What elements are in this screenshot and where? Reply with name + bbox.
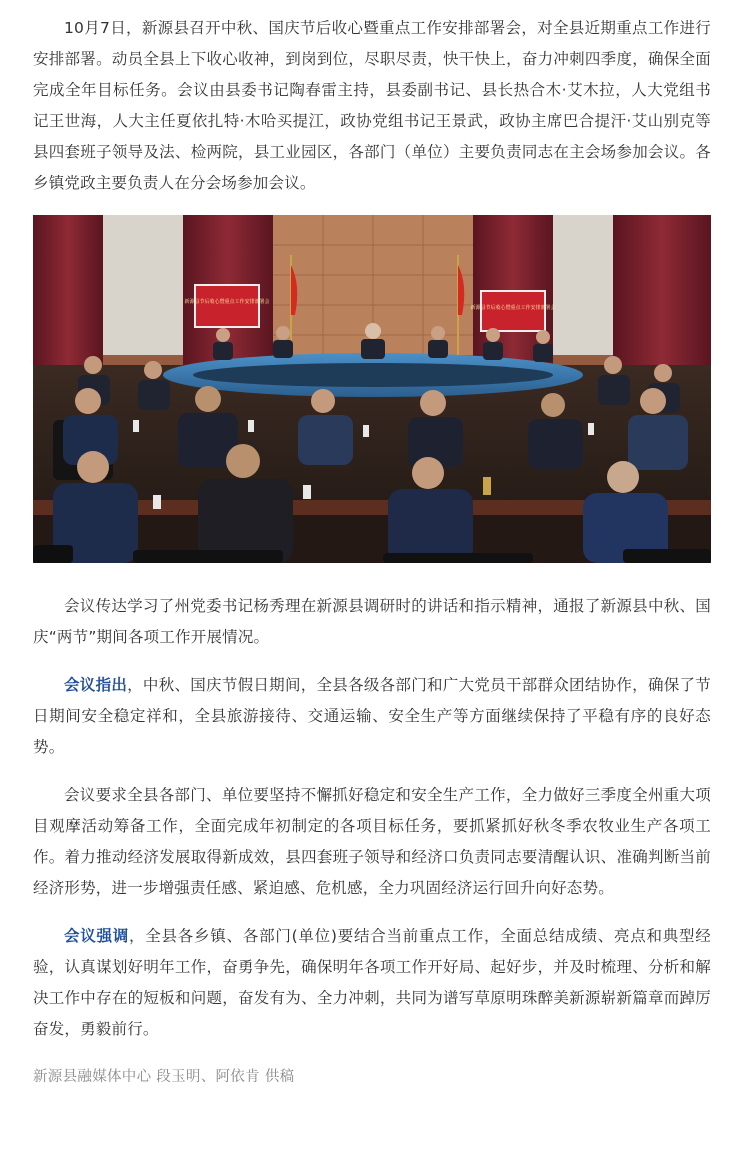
meeting-photo-illustration bbox=[33, 215, 711, 563]
screen-right-text: 新源县节后收心暨重点工作安排部署会 bbox=[470, 305, 556, 311]
paragraph-briefing: 会议传达学习了州党委书记杨秀理在新源县调研时的讲话和指示精神，通报了新源县中秋、国庆“两节”期间各项工作开展情况。 bbox=[33, 597, 711, 646]
screen-left-text: 新源县节后收心暨重点工作安排部署会 bbox=[184, 299, 270, 305]
paragraph-intro: 10月7日，新源县召开中秋、国庆节后收心暨重点工作安排部署会，对全县近期重点工作进行安排部署。动员全县上下收心收神，到岗到位，尽职尽责，快干快上，奋力冲刺四季度，确保全面完成全年目标任务。会议由县委书记陶春雷主持，县委副书记、县长热合木·艾木拉，人大党组书记王世海，人大主任夏依扎特·木哈买提江，政协党组书记王景武，政协主席巴合提汗·艾山别克等县四套班子领导及法、检两院，县工业园区，各部门（单位）主要负责同志在主会场参加会议。各乡镇党政主要负责人在分会场参加会议。 bbox=[33, 19, 711, 192]
meeting-photo bbox=[33, 215, 711, 563]
paragraph-emphasized-text: ，全县各乡镇、各部门(单位)要结合当前重点工作，全面总结成绩、亮点和典型经验，认真谋划好明年工作，奋勇争先，确保明年各项工作开好局、起好步，并及时梳理、分析和解决工作中存在的短板和问题，奋发有为、全力冲刺，共同为谱写草原明珠醉美新源崭新篇章而踔厉奋发，勇毅前行。 bbox=[33, 927, 711, 1038]
paragraph-pointed-out bbox=[33, 670, 711, 763]
paragraph-pointed-out-text: ，中秋、国庆节假日期间，全县各级各部门和广大党员干部群众团结协作，确保了节日期间安全稳定祥和，全县旅游接待、交通运输、安全生产等方面继续保持了平稳有序的良好态势。 bbox=[33, 676, 711, 756]
source-credit: 新源县融媒体中心 段玉明、阿依肯 供稿 bbox=[33, 1069, 295, 1085]
paragraph-requirements: 会议要求全县各部门、单位要坚持不懈抓好稳定和安全生产工作，全力做好三季度全州重大项目观摩活动筹备工作，全面完成年初制定的各项目标任务，要抓紧抓好秋冬季农牧业生产各项工作。着力推动经济发展取得新成效，县四套班子领导和经济口负责同志要清醒认识、准确判断当前经济形势，进一步增强责任感、紧迫感、危机感，全力巩固经济运行回升向好态势。 bbox=[33, 786, 711, 897]
highlight-pointed-out: 会议指出 bbox=[64, 676, 128, 694]
paragraph-emphasized bbox=[33, 921, 711, 1045]
highlight-emphasized: 会议强调 bbox=[64, 927, 130, 945]
